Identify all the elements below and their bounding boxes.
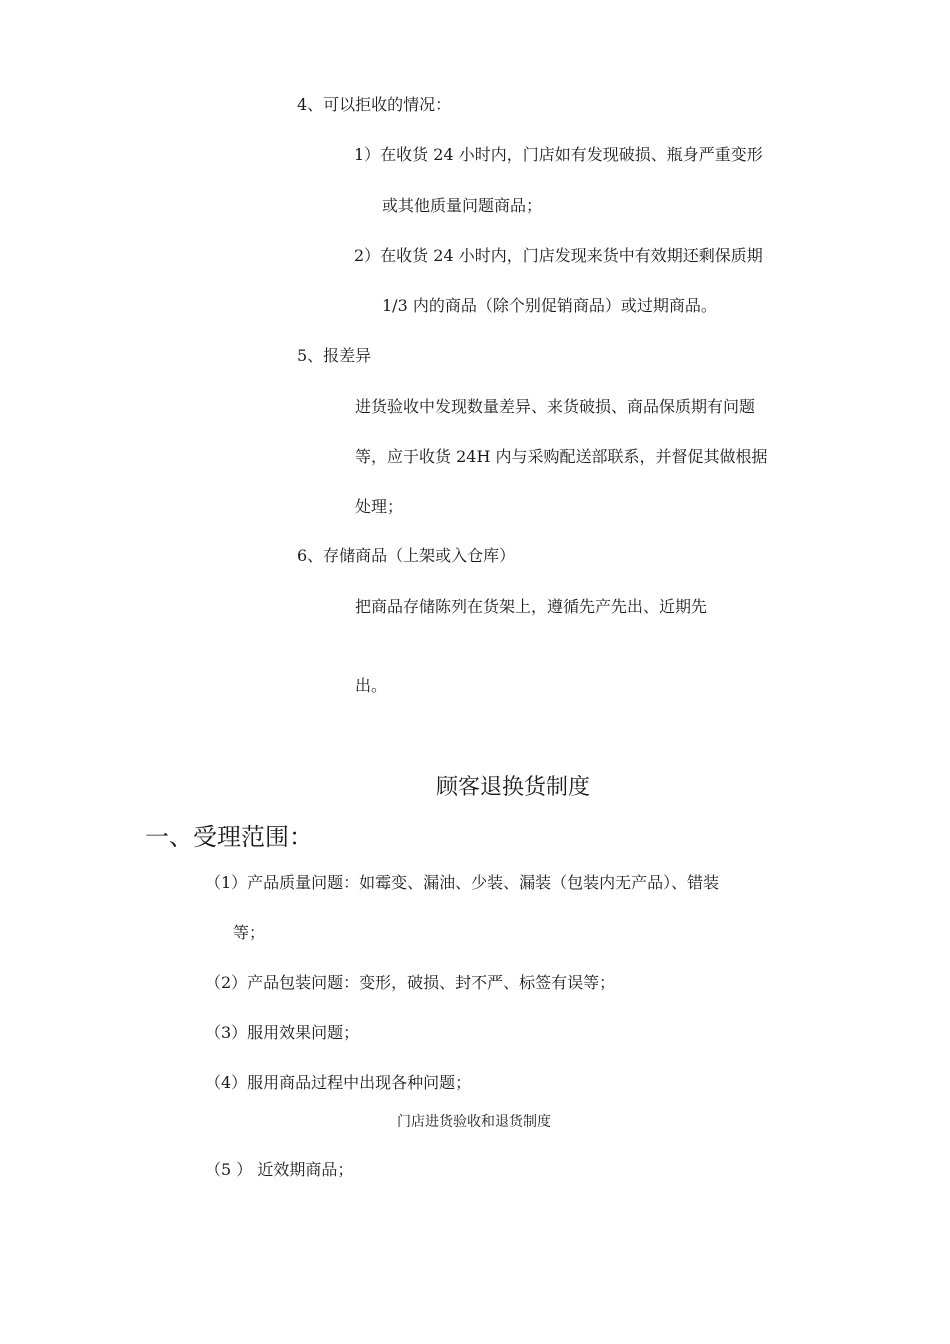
running-footer-title: 门店进货验收和退货制度 xyxy=(397,1114,551,1130)
section-6-heading: 6、存储商品（上架或入仓库） xyxy=(297,546,516,565)
policy-item-4: （4）服用商品过程中出现各种问题； xyxy=(205,1073,472,1092)
section-5-line-2: 等，应于收货 24H 内与采购配送部联系，并督促其做根据 xyxy=(355,447,768,466)
section-4-item-1-line-1: 1）在收货 24 小时内，门店如有发现破损、瓶身严重变形 xyxy=(354,145,763,164)
policy-item-1-line-2: 等； xyxy=(233,923,266,942)
section-4-item-2-line-2: 1/3 内的商品（除个别促销商品）或过期商品。 xyxy=(382,296,717,315)
policy-item-5: （5 ） 近效期商品； xyxy=(205,1160,354,1179)
section-4-item-1-line-2: 或其他质量问题商品； xyxy=(382,196,543,215)
section-4-item-2-line-1: 2）在收货 24 小时内，门店发现来货中有效期还剩保质期 xyxy=(354,246,763,265)
section-6-line-2: 出。 xyxy=(355,676,388,695)
section-5-heading: 5、报差异 xyxy=(297,346,372,365)
section-5-line-3: 处理； xyxy=(355,497,404,516)
policy-item-2: （2）产品包装问题：变形，破损、封不严、标签有误等； xyxy=(205,973,616,992)
policy-item-3: （3）服用效果问题； xyxy=(205,1023,360,1042)
policy-title: 顾客退换货制度 xyxy=(436,775,591,800)
section-6-line-1: 把商品存储陈列在货架上，遵循先产先出、近期先 xyxy=(355,597,708,616)
scope-heading: 一、受理范围： xyxy=(145,823,313,851)
policy-item-1-line-1: （1）产品质量问题：如霉变、漏油、少装、漏装（包装内无产品）、错装 xyxy=(205,873,720,892)
section-4-heading: 4、可以拒收的情况： xyxy=(297,95,452,114)
section-5-line-1: 进货验收中发现数量差异、来货破损、商品保质期有问题 xyxy=(355,397,756,416)
